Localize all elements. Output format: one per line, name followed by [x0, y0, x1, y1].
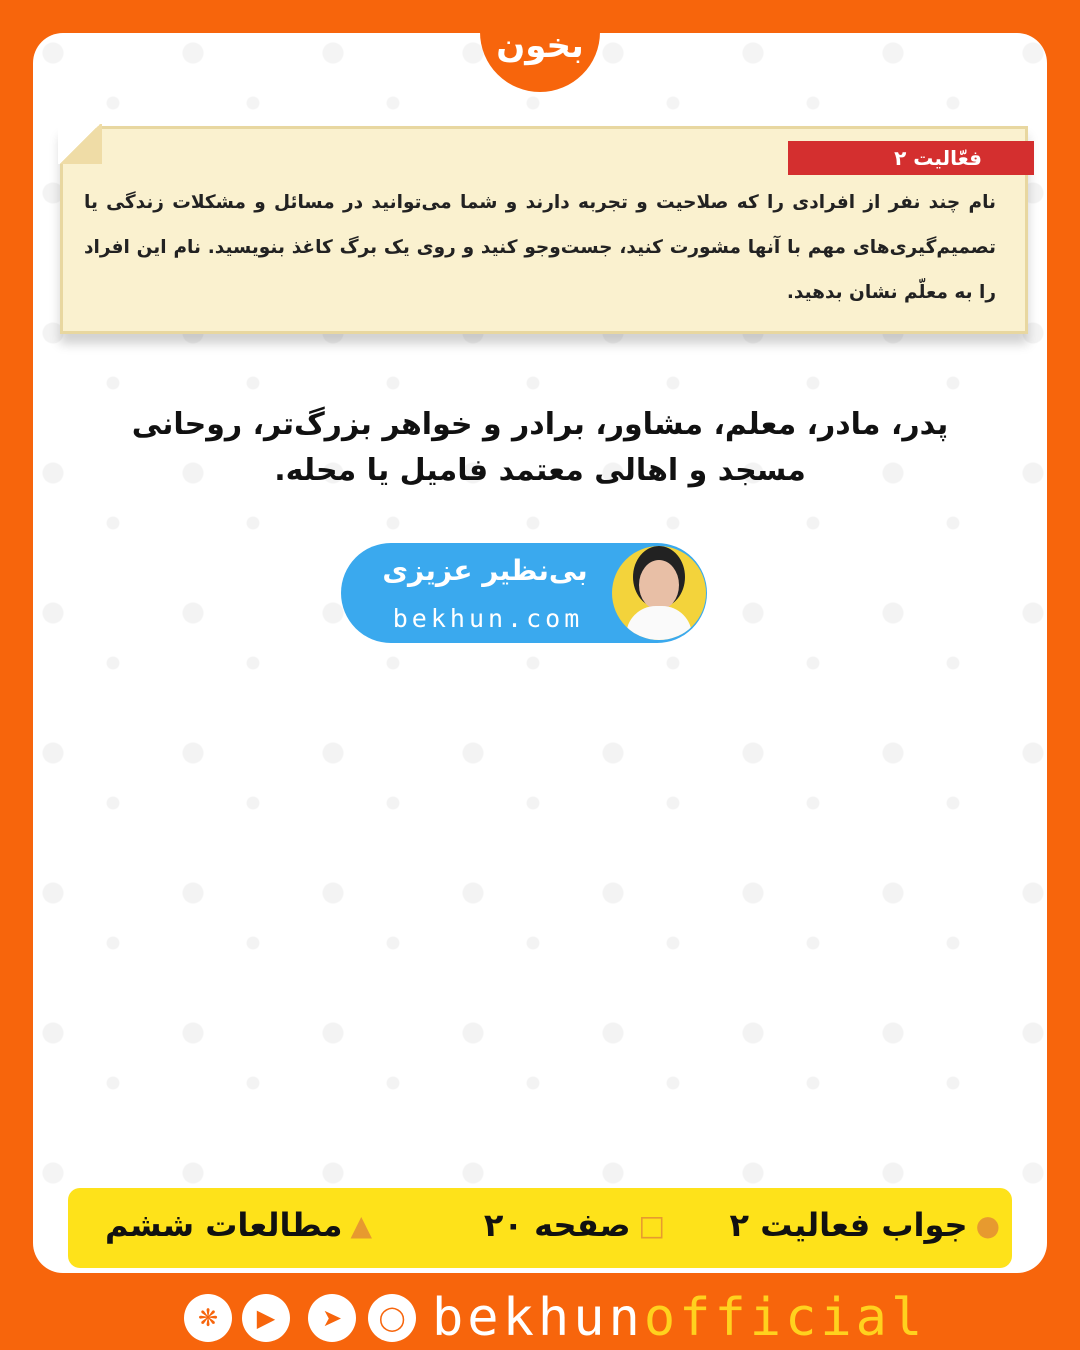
brand-wordmark — [432, 1288, 926, 1348]
logo-text: بخون — [496, 26, 584, 66]
person-icon: ● — [975, 1208, 1000, 1242]
answer-line-1: پدر، مادر، معلم، مشاور، برادر و خواهر بزرگ‌تر، روحانی — [131, 407, 949, 442]
bar-page-label: صفحه ۲۰ — [483, 1206, 631, 1244]
note-fold-corner — [58, 124, 102, 164]
bar-activity-label: جواب فعالیت ۲ — [729, 1206, 968, 1244]
author-name: بی‌نظیر عزیزی — [382, 554, 588, 587]
brand-part-1: bekhun — [432, 1288, 644, 1348]
brand-part-2: official — [643, 1288, 927, 1348]
bar-activity — [730, 1206, 1000, 1244]
aparat-icon[interactable]: ❋ — [184, 1294, 232, 1342]
bar-subject — [105, 1206, 372, 1244]
instagram-icon[interactable]: ◯ — [368, 1294, 416, 1342]
bar-page — [484, 1206, 665, 1244]
bar-subject-label: مطالعات ششم — [104, 1206, 343, 1244]
note-text: نام چند نفر از افرادی را که صلاحیت و تجربه دارند و شما می‌توانید در مسائل و مشکلات زندگی یا تصمیم‌گیری‌های مهم با آنها مشورت کنید، جست‌وجو کنید و روی یک برگ کاغذ بنویسید. نام این افراد را به معلّم نشان بدهید. — [84, 192, 996, 303]
author-site: bekhun.com — [392, 604, 584, 633]
book-icon: □ — [638, 1208, 665, 1242]
answer-line-2: مسجد و اهالی معتمد فامیل یا محله. — [274, 453, 806, 488]
avatar — [612, 546, 706, 640]
telegram-icon[interactable]: ➤ — [308, 1294, 356, 1342]
answer-text — [110, 402, 970, 494]
graduation-cap-icon: ▲ — [350, 1208, 372, 1242]
youtube-icon[interactable]: ▶ — [242, 1294, 290, 1342]
note-label: فعّالیت ۲ — [788, 141, 1034, 175]
